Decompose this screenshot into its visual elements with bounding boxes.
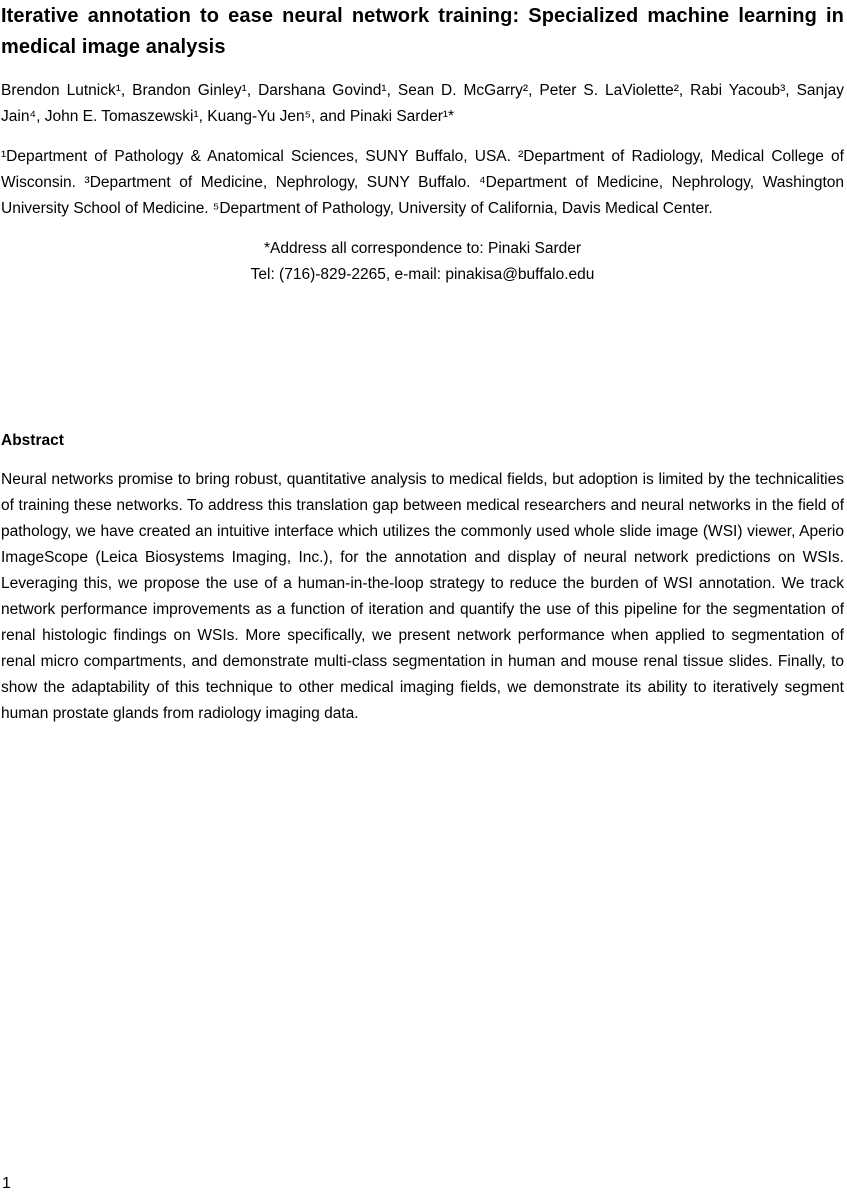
correspondence-block	[1, 236, 844, 288]
abstract-heading: Abstract	[1, 432, 64, 449]
paper-title: Iterative annotation to ease neural network training: Specialized machine learning in medical image analysis	[1, 5, 844, 58]
page-number: 1	[2, 1175, 11, 1192]
correspondence-address: *Address all correspondence to: Pinaki Sarder	[263, 240, 582, 257]
author-list: Brendon Lutnick¹, Brandon Ginley¹, Darshana Govind¹, Sean D. McGarry², Peter S. LaViolette², Rabi Yacoub³, Sanjay Jain⁴, John E. Tomaszewski¹, Kuang-Yu Jen⁵, and Pinaki Sarder¹*	[1, 82, 844, 125]
correspondence-contact: Tel: (716)-829-2265, e-mail: pinakisa@buffalo.edu	[250, 266, 595, 283]
abstract-text: Neural networks promise to bring robust, quantitative analysis to medical fields, but adoption is limited by the technicalities of training these networks. To address this translation gap between medical researchers and neural networks in the field of pathology, we have created an intuitive interface which utilizes the commonly used whole slide image (WSI) viewer, Aperio ImageScope (Leica Biosystems Imaging, Inc.), for the annotation and display of neural network predictions on WSIs. Leveraging this, we propose the use of a human-in-the-loop strategy to reduce the burden of WSI annotation. We track network performance improvements as a function of iteration and quantify the use of this pipeline for the segmentation of renal histologic findings on WSIs. More specifically, we present network performance when applied to segmentation of renal micro compartments, and demonstrate multi-class segmentation in human and mouse renal tissue slides. Finally, to show the adaptability of this technique to other medical imaging fields, we demonstrate its ability to iteratively segment human prostate glands from radiology imaging data.	[1, 471, 844, 722]
affiliations: ¹Department of Pathology & Anatomical Sciences, SUNY Buffalo, USA. ²Department of Radiology, Medical College of Wisconsin. ³Department of Medicine, Nephrology, SUNY Buffalo. ⁴Department of Medicine, Nephrology, Washington University School of Medicine. ⁵Department of Pathology, University of California, Davis Medical Center.	[1, 148, 844, 217]
